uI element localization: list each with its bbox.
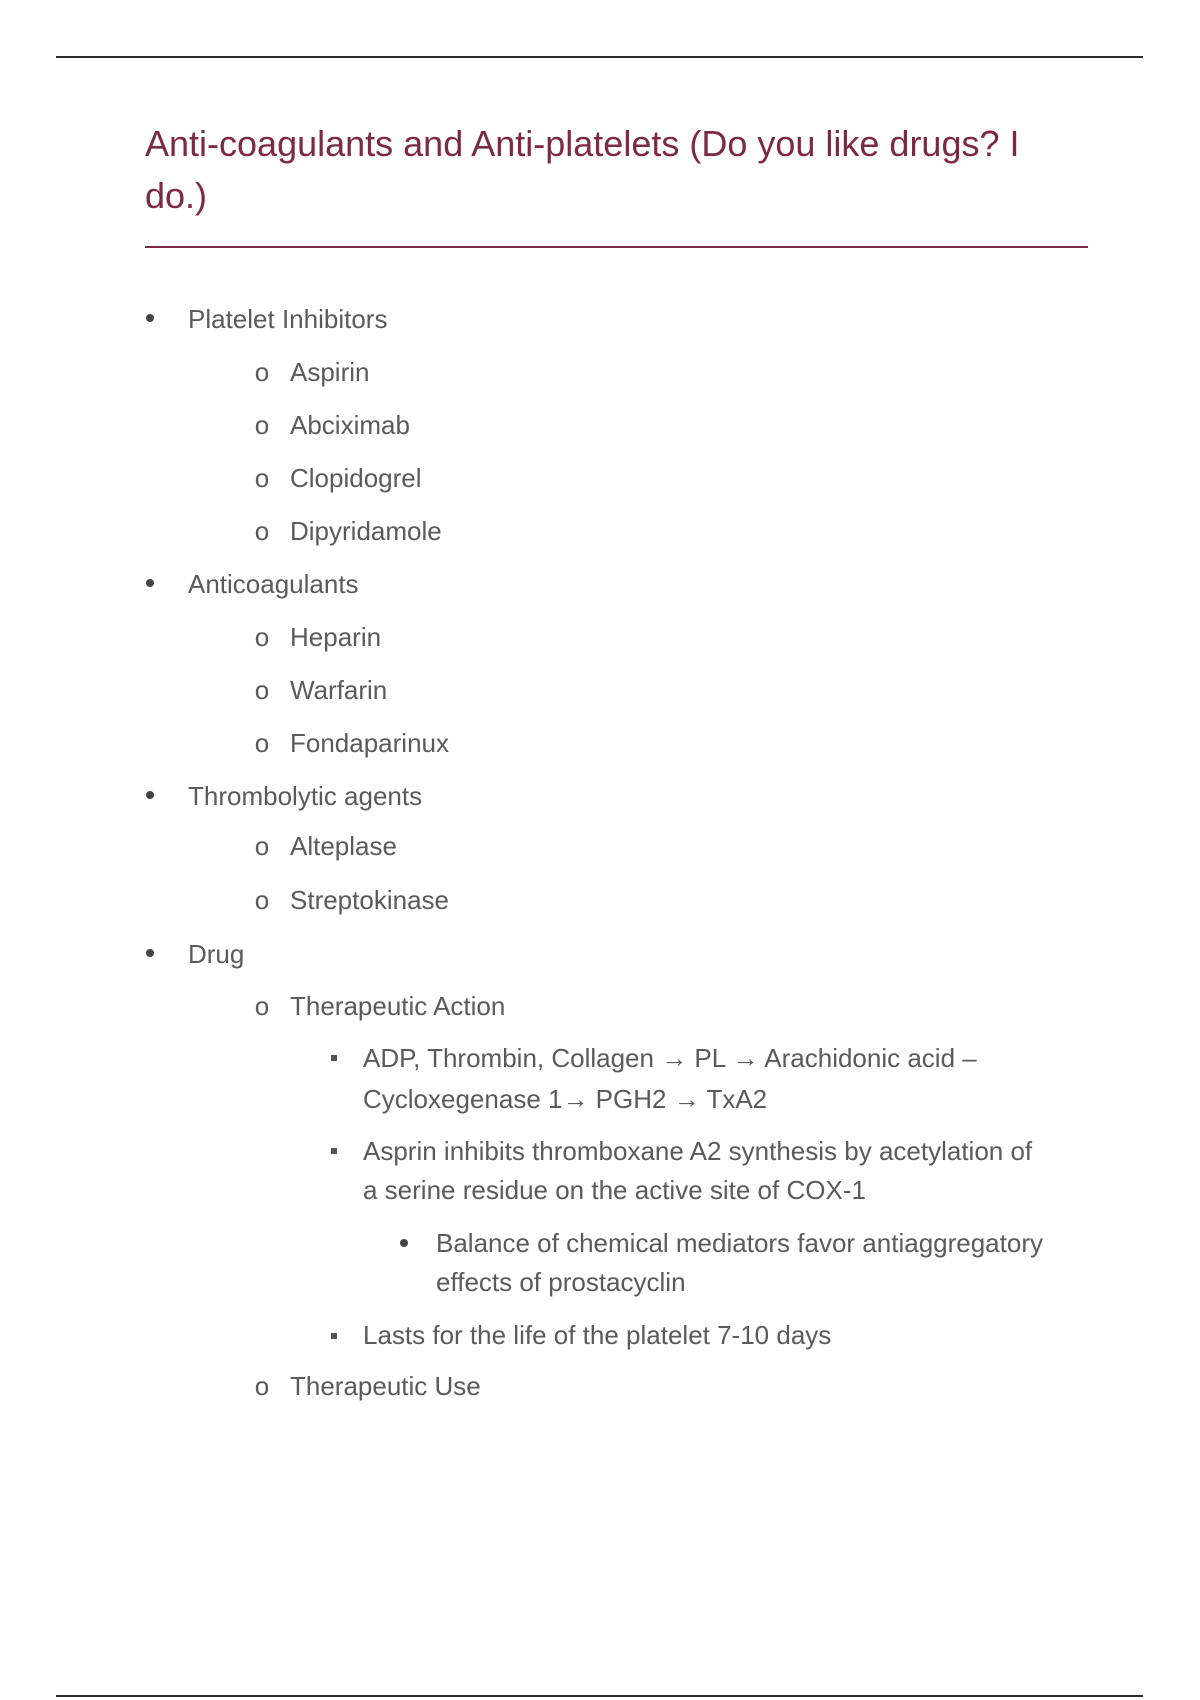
action-point-line: Lasts for the life of the platelet 7-10 days <box>363 1320 832 1350</box>
list-item-therapeutic-use: Therapeutic Use <box>290 1371 481 1401</box>
sub-point-line: Balance of chemical mediators favor antiaggregatory <box>436 1228 1043 1258</box>
action-point-line: Cycloxegenase 1→ PGH2 → TxA2 <box>363 1084 768 1114</box>
list-item-drug: Drug <box>188 939 245 969</box>
bullet-icon <box>146 579 154 587</box>
circle-bullet-icon: o <box>254 357 270 387</box>
action-point-line: Asprin inhibits thromboxane A2 synthesis by acetylation of <box>363 1136 1033 1166</box>
list-item-thrombolytic-agents: Thrombolytic agents <box>188 781 423 811</box>
action-point-line: ADP, Thrombin, Collagen → PL → Arachidonic acid – <box>363 1043 977 1073</box>
list-item-fondaparinux: Fondaparinux <box>290 728 449 758</box>
circle-bullet-icon: o <box>254 622 270 652</box>
list-item-streptokinase: Streptokinase <box>290 885 449 915</box>
list-item-therapeutic-action: Therapeutic Action <box>290 991 506 1021</box>
circle-bullet-icon: o <box>254 516 270 546</box>
circle-bullet-icon: o <box>254 728 270 758</box>
list-item-abciximab: Abciximab <box>290 410 410 440</box>
list-item-alteplase: Alteplase <box>290 831 397 861</box>
action-point-line: a serine residue on the active site of COX-1 <box>363 1175 866 1205</box>
list-item-platelet-inhibitors: Platelet Inhibitors <box>188 304 388 334</box>
bullet-icon <box>146 791 154 799</box>
circle-bullet-icon: o <box>254 831 270 861</box>
list-item-anticoagulants: Anticoagulants <box>188 569 359 599</box>
bullet-icon <box>146 949 154 957</box>
circle-bullet-icon: o <box>254 991 270 1021</box>
square-bullet-icon <box>331 1055 337 1061</box>
circle-bullet-icon: o <box>254 885 270 915</box>
square-bullet-icon <box>331 1148 337 1154</box>
bullet-icon <box>146 314 154 322</box>
document-title: Anti-coagulants and Anti-platelets (Do you like drugs? I do.) <box>145 123 1020 216</box>
bullet-icon <box>400 1239 408 1247</box>
list-item-heparin: Heparin <box>290 622 382 652</box>
circle-bullet-icon: o <box>254 1371 270 1401</box>
circle-bullet-icon: o <box>254 675 270 705</box>
list-item-dipyridamole: Dipyridamole <box>290 516 442 546</box>
page-bottom-rule <box>56 1695 1143 1697</box>
list-item-clopidogrel: Clopidogrel <box>290 463 422 493</box>
circle-bullet-icon: o <box>254 463 270 493</box>
circle-bullet-icon: o <box>254 410 270 440</box>
sub-point-line: effects of prostacyclin <box>436 1267 686 1297</box>
square-bullet-icon <box>331 1333 337 1339</box>
list-item-warfarin: Warfarin <box>290 675 388 705</box>
list-item-aspirin: Aspirin <box>290 357 370 387</box>
